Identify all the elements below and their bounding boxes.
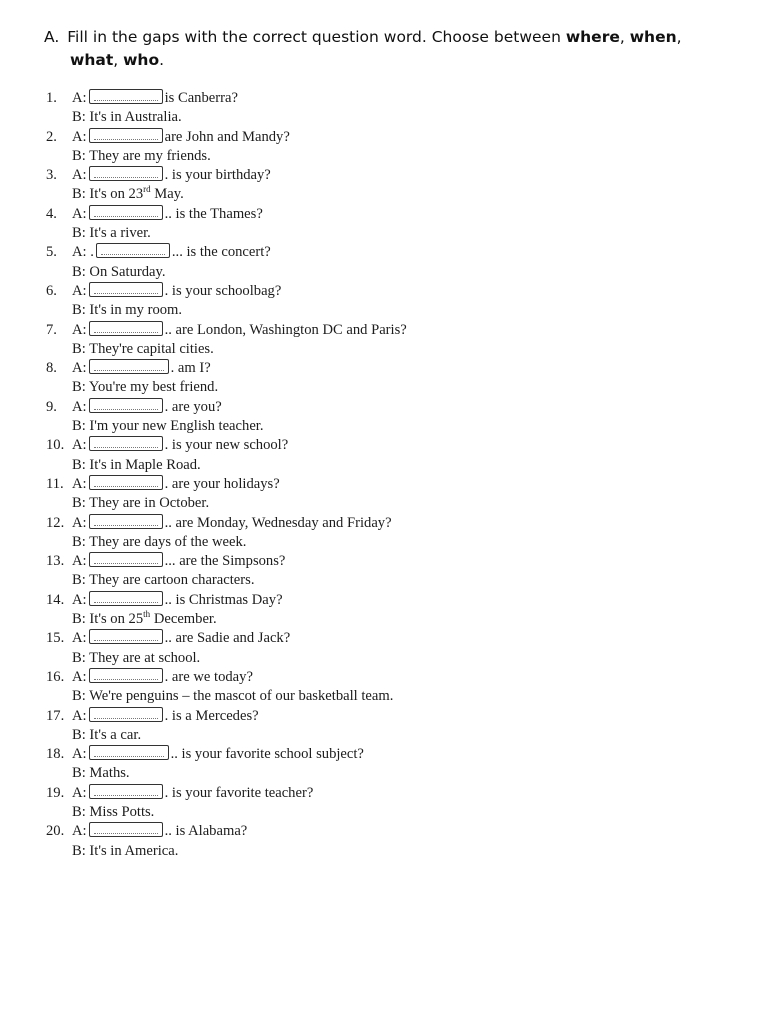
question-line — [46, 89, 726, 108]
answer-gap[interactable] — [89, 591, 163, 606]
answer-text: B: It's a car. — [72, 726, 142, 743]
speaker-a: A: — [72, 823, 87, 840]
question-item — [46, 475, 726, 514]
speaker-a: A: — [72, 668, 87, 685]
instruction-text: Fill in the gaps with the correct question word. Choose between — [67, 28, 566, 46]
answer-gap[interactable] — [89, 745, 169, 760]
question-item — [46, 745, 726, 784]
speaker-a: A: — [72, 321, 87, 338]
question-line — [46, 475, 726, 494]
question-text: .. are Monday, Wednesday and Friday? — [164, 514, 392, 531]
answer-text: B: They are cartoon characters. — [72, 572, 255, 589]
answer-line — [46, 224, 726, 243]
speaker-a: A: — [72, 746, 87, 763]
question-number: 5. — [46, 244, 57, 261]
speaker-a: A: — [72, 205, 87, 222]
question-item — [46, 784, 726, 823]
answer-line — [46, 108, 726, 127]
question-text: is Canberra? — [164, 90, 238, 106]
question-text: .. is your favorite school subject? — [170, 746, 364, 763]
answer-text: B: It's in America. — [72, 842, 179, 859]
answer-text-end: December. — [150, 611, 217, 628]
answer-text: B: It's in my room. — [72, 302, 183, 319]
question-item — [46, 398, 726, 437]
question-line — [46, 398, 726, 417]
exercise-letter: A. — [44, 28, 60, 46]
answer-gap[interactable] — [89, 668, 163, 683]
answer-gap[interactable] — [89, 321, 163, 336]
question-text: .. is Christmas Day? — [164, 591, 283, 608]
question-number: 13. — [46, 553, 65, 570]
question-item — [46, 282, 726, 321]
speaker-a: A: — [72, 360, 87, 377]
question-text: . are you? — [164, 398, 222, 415]
question-text: . is your new school? — [164, 437, 289, 454]
answer-text: B: It's in Australia. — [72, 109, 182, 126]
answer-line — [46, 263, 726, 282]
answer-gap[interactable] — [89, 629, 163, 644]
question-item — [46, 128, 726, 167]
question-text: ... are the Simpsons? — [164, 553, 286, 570]
answer-gap[interactable] — [89, 89, 163, 104]
speaker-a: A: — [72, 784, 87, 801]
answer-text: B: They are days of the week. — [72, 533, 247, 550]
question-number: 16. — [46, 668, 65, 685]
question-item — [46, 166, 726, 205]
question-item — [46, 552, 726, 591]
answer-text: B: They are my friends. — [72, 147, 211, 164]
option-what: what — [70, 51, 114, 69]
question-line — [46, 436, 726, 455]
exercise-instruction: A. Fill in the gaps with the correct question word. Choose between where, when, what, who. — [44, 26, 734, 72]
answer-text: B: On Saturday. — [72, 263, 166, 280]
speaker-a: A: — [72, 514, 87, 531]
answer-gap[interactable] — [89, 552, 163, 567]
answer-text: B: They are in October. — [72, 495, 210, 512]
question-line — [46, 514, 726, 533]
ordinal-suffix: th — [143, 609, 151, 620]
answer-text: B: It's a river. — [72, 225, 151, 242]
question-line — [46, 745, 726, 764]
answer-gap[interactable] — [89, 784, 163, 799]
answer-text: B: It's on 23 — [72, 186, 144, 203]
answer-line — [46, 456, 726, 475]
answer-line — [46, 533, 726, 552]
question-line — [46, 707, 726, 726]
question-number: 10. — [46, 437, 65, 454]
answer-text: B: It's in Maple Road. — [72, 456, 201, 473]
speaker-a: A: — [72, 553, 87, 570]
question-item — [46, 243, 726, 282]
answer-gap[interactable] — [89, 436, 163, 451]
question-text: . is your favorite teacher? — [164, 784, 314, 801]
question-number: 7. — [46, 321, 57, 338]
question-line — [46, 822, 726, 841]
answer-text: B: They are at school. — [72, 649, 201, 666]
question-text: .. is the Thames? — [164, 205, 263, 222]
question-item — [46, 707, 726, 746]
question-number: 3. — [46, 167, 57, 184]
option-who: who — [123, 51, 160, 69]
question-text: . am I? — [170, 360, 211, 377]
speaker-a: A: — [72, 398, 87, 415]
answer-gap[interactable] — [89, 282, 163, 297]
answer-gap[interactable] — [89, 166, 163, 181]
question-item — [46, 822, 726, 861]
question-number: 1. — [46, 90, 57, 106]
question-line — [46, 591, 726, 610]
answer-line — [46, 417, 726, 436]
ordinal-suffix: rd — [143, 184, 151, 195]
question-item — [46, 359, 726, 398]
answer-line — [46, 301, 726, 320]
question-line — [46, 629, 726, 648]
question-item — [46, 205, 726, 244]
question-number: 4. — [46, 205, 57, 222]
speaker-a: A: — [72, 630, 87, 647]
question-line — [46, 552, 726, 571]
answer-gap[interactable] — [89, 822, 163, 837]
question-text: . is your schoolbag? — [164, 282, 282, 299]
answer-gap[interactable] — [89, 205, 163, 220]
answer-text: B: We're penguins – the mascot of our basketball team. — [72, 688, 394, 705]
speaker-a: A: — [72, 591, 87, 608]
speaker-a: A: — [72, 707, 87, 724]
question-item — [46, 591, 726, 630]
answer-line — [46, 842, 726, 861]
question-number: 2. — [46, 128, 57, 145]
option-when: when — [629, 28, 677, 46]
question-line — [46, 359, 726, 378]
answer-text: B: You're my best friend. — [72, 379, 219, 396]
question-number: 6. — [46, 282, 57, 299]
answer-line — [46, 726, 726, 745]
speaker-a: A: — [72, 437, 87, 454]
question-line — [46, 784, 726, 803]
answer-gap[interactable] — [89, 707, 163, 722]
question-list — [46, 89, 726, 861]
question-item — [46, 89, 726, 128]
answer-text: B: Maths. — [72, 765, 130, 782]
answer-text-end: May. — [150, 186, 184, 203]
instruction-line-2: what, who. — [70, 51, 165, 69]
answer-gap[interactable] — [89, 128, 163, 143]
answer-line — [46, 571, 726, 590]
question-text: .. is Alabama? — [164, 823, 248, 840]
question-line — [46, 166, 726, 185]
question-text: . is your birthday? — [164, 167, 271, 184]
answer-line — [46, 185, 726, 204]
speaker-a: A: — [72, 282, 87, 299]
question-text: . are we today? — [164, 668, 253, 685]
question-text: . are your holidays? — [164, 475, 280, 492]
answer-text: B: Miss Potts. — [72, 803, 155, 820]
question-number: 19. — [46, 784, 65, 801]
answer-line — [46, 764, 726, 783]
question-line — [46, 668, 726, 687]
answer-line — [46, 610, 726, 629]
question-number: 18. — [46, 746, 65, 763]
speaker-a: A: — [72, 90, 87, 106]
question-item — [46, 436, 726, 475]
question-number: 15. — [46, 630, 65, 647]
question-text: are John and Mandy? — [164, 128, 290, 145]
answer-text: B: It's on 25 — [72, 611, 144, 628]
answer-gap[interactable] — [89, 514, 163, 529]
question-text: .. are London, Washington DC and Paris? — [164, 321, 407, 338]
option-where: where — [565, 28, 620, 46]
answer-text: B: I'm your new English teacher. — [72, 418, 264, 435]
answer-gap[interactable] — [89, 359, 169, 374]
answer-line — [46, 378, 726, 397]
question-line — [46, 282, 726, 301]
speaker-a: A: . — [72, 244, 94, 261]
question-line — [46, 128, 726, 147]
question-number: 9. — [46, 398, 57, 415]
question-number: 17. — [46, 707, 65, 724]
question-number: 12. — [46, 514, 65, 531]
answer-line — [46, 147, 726, 166]
answer-gap[interactable] — [89, 475, 163, 490]
speaker-a: A: — [72, 475, 87, 492]
speaker-a: A: — [72, 167, 87, 184]
question-text: ... is the concert? — [171, 244, 271, 261]
answer-line — [46, 687, 726, 706]
question-number: 14. — [46, 591, 65, 608]
speaker-a: A: — [72, 128, 87, 145]
question-item — [46, 321, 726, 360]
answer-text: B: They're capital cities. — [72, 340, 214, 357]
question-line — [46, 321, 726, 340]
question-text: . is a Mercedes? — [164, 707, 259, 724]
question-text: .. are Sadie and Jack? — [164, 630, 291, 647]
question-number: 11. — [46, 475, 64, 492]
question-item — [46, 514, 726, 553]
answer-line — [46, 649, 726, 668]
question-number: 8. — [46, 360, 57, 377]
answer-gap[interactable] — [89, 398, 163, 413]
question-line — [46, 243, 726, 262]
question-line — [46, 205, 726, 224]
answer-line — [46, 340, 726, 359]
question-item — [46, 629, 726, 668]
question-number: 20. — [46, 823, 65, 840]
answer-line — [46, 803, 726, 822]
answer-gap[interactable] — [96, 243, 170, 258]
answer-line — [46, 494, 726, 513]
question-item — [46, 668, 726, 707]
